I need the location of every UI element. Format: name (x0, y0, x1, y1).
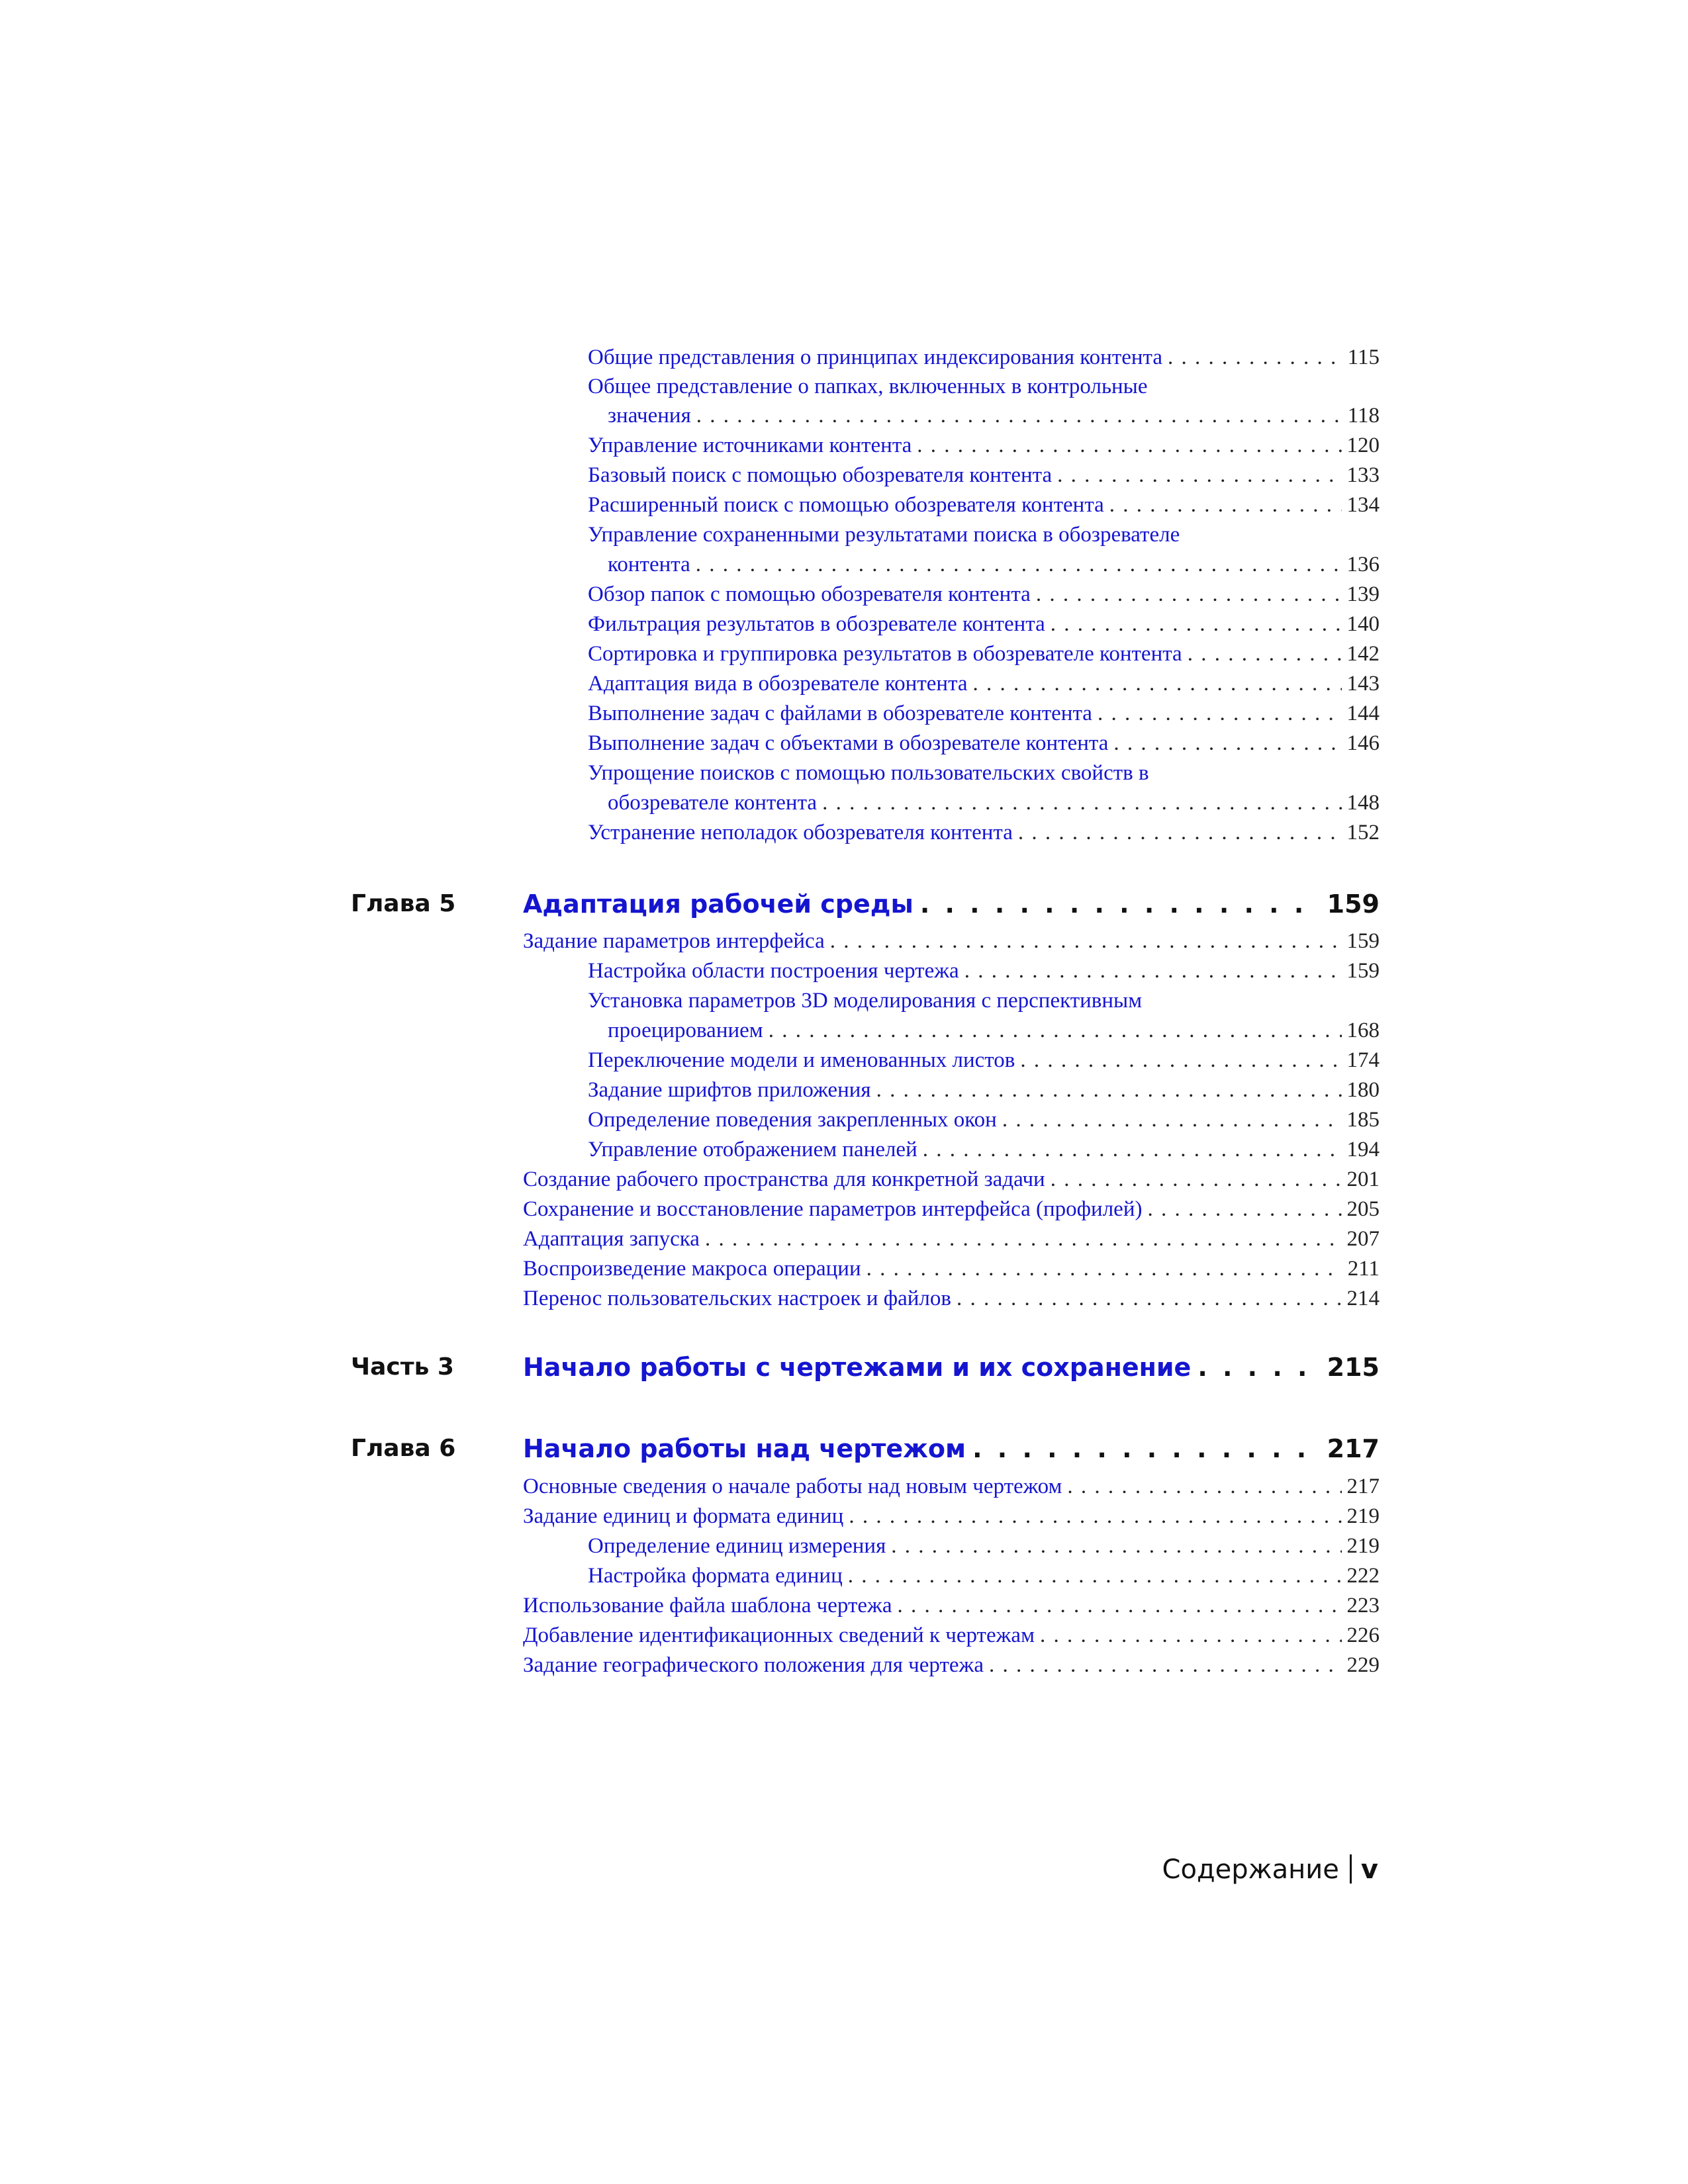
leader-dots (964, 956, 1342, 985)
leader-dots (769, 1016, 1342, 1045)
toc-entry[interactable]: Расширенный поиск с помощью обозревателя контента . . . 134 (588, 490, 1380, 520)
toc-entry[interactable]: значения . . . 118 (608, 401, 1380, 430)
toc-entry[interactable]: Задание единиц и формата единиц . . . 219 (523, 1502, 1380, 1531)
leader-dots (1051, 1165, 1342, 1194)
leader-dots (898, 1591, 1342, 1620)
toc-entry[interactable]: Определение единиц измерения . . . 219 (588, 1531, 1380, 1561)
leader-dots (822, 788, 1341, 817)
toc-entry-line1[interactable]: Общее представление о папках, включенных в контрольные (588, 375, 1148, 398)
toc-entry-line1[interactable]: Упрощение поисков с помощью пользовательских свойств в (588, 761, 1149, 785)
toc-entry[interactable]: проецированием . . . 168 (608, 1016, 1380, 1045)
toc-entry[interactable]: Использование файла шаблона чертежа . . . 223 (523, 1591, 1380, 1620)
leader-dots (848, 1561, 1342, 1590)
toc-entry-line1[interactable]: Установка параметров 3D моделирования с перспективным (588, 989, 1143, 1013)
toc-entry[interactable]: контента . . . 136 (608, 550, 1380, 579)
chapter-label: Глава 6 (351, 1435, 456, 1462)
toc-entry[interactable]: Обзор папок с помощью обозревателя контента . . . 139 (588, 580, 1380, 609)
leader-dots (920, 887, 1321, 921)
leader-dots (989, 1651, 1342, 1680)
toc-entry[interactable]: Добавление идентификационных сведений к чертежам . . . 226 (523, 1621, 1380, 1650)
leader-dots (1113, 729, 1341, 758)
leader-dots (923, 1135, 1342, 1164)
footer-separator (1350, 1854, 1352, 1884)
toc-entry[interactable]: Устранение неполадок обозревателя контента . . . 152 (588, 818, 1380, 847)
leader-dots (1109, 490, 1342, 520)
toc-entry[interactable]: Основные сведения о начале работы над новым чертежом . . . 217 (523, 1472, 1380, 1501)
leader-dots (1168, 343, 1342, 372)
leader-dots (973, 669, 1342, 698)
chapter-label: Глава 5 (351, 890, 456, 917)
toc-entry[interactable]: Определение поведения закрепленных окон . . . 185 (588, 1105, 1380, 1134)
toc-entry[interactable]: Перенос пользовательских настроек и файлов . . . 214 (523, 1284, 1380, 1313)
leader-dots (876, 1075, 1342, 1105)
leader-dots (1098, 699, 1342, 728)
footer-section-name: Содержание (1162, 1854, 1339, 1885)
leader-dots (696, 401, 1342, 430)
toc-entry[interactable]: Сохранение и восстановление параметров интерфейса (профилей) . . . 205 (523, 1195, 1380, 1224)
toc-entry[interactable]: Базовый поиск с помощью обозревателя контента . . . 133 (588, 461, 1380, 490)
leader-dots (917, 431, 1341, 460)
toc-entry[interactable]: Воспроизведение макроса операции . . . 211 (523, 1254, 1380, 1283)
page-number: v (1360, 1854, 1378, 1885)
leader-dots (1040, 1621, 1342, 1650)
toc-entry[interactable]: Задание шрифтов приложения . . . 180 (588, 1075, 1380, 1105)
leader-dots (972, 1432, 1321, 1466)
toc-entry[interactable]: Адаптация вида в обозревателе контента . . . 143 (588, 669, 1380, 698)
chapter-heading[interactable]: Адаптация рабочей среды . . . 159 (523, 887, 1380, 921)
leader-dots (1036, 580, 1342, 609)
toc-entry[interactable]: Фильтрация результатов в обозревателе контента . . . 140 (588, 610, 1380, 639)
leader-dots (1020, 1046, 1341, 1075)
leader-dots (830, 927, 1342, 956)
toc-entry[interactable]: Общие представления о принципах индексирования контента . . . 115 (588, 343, 1380, 372)
toc-entry[interactable]: Задание параметров интерфейса . . . 159 (523, 927, 1380, 956)
leader-dots (1002, 1105, 1342, 1134)
leader-dots (957, 1284, 1342, 1313)
toc-entry[interactable]: Создание рабочего пространства для конкретной задачи . . . 201 (523, 1165, 1380, 1194)
leader-dots (1197, 1350, 1320, 1385)
toc-entry[interactable]: Выполнение задач с файлами в обозревателе контента . . . 144 (588, 699, 1380, 728)
toc-entry[interactable]: Переключение модели и именованных листов . . . 174 (588, 1046, 1380, 1075)
leader-dots (696, 550, 1342, 579)
toc-entry[interactable]: Сортировка и группировка результатов в обозревателе контента . . . 142 (588, 639, 1380, 668)
leader-dots (1067, 1472, 1341, 1501)
part-label: Часть 3 (351, 1353, 454, 1381)
toc-entry[interactable]: Управление отображением панелей . . . 194 (588, 1135, 1380, 1164)
leader-dots (1188, 639, 1342, 668)
page-footer (1162, 1854, 1378, 1885)
toc-entry-line1[interactable]: Управление сохраненными результатами поиска в обозревателе (588, 523, 1180, 547)
leader-dots (867, 1254, 1342, 1283)
leader-dots (705, 1224, 1342, 1253)
toc-entry[interactable]: Выполнение задач с объектами в обозревателе контента . . . 146 (588, 729, 1380, 758)
part-heading[interactable]: Начало работы с чертежами и их сохранение . . . 215 (523, 1350, 1380, 1385)
leader-dots (891, 1531, 1341, 1561)
toc-entry[interactable]: Адаптация запуска . . . 207 (523, 1224, 1380, 1253)
toc-entry[interactable]: Настройка области построения чертежа . . . 159 (588, 956, 1380, 985)
toc-entry[interactable]: Задание географического положения для чертежа . . . 229 (523, 1651, 1380, 1680)
leader-dots (849, 1502, 1341, 1531)
chapter-heading[interactable]: Начало работы над чертежом . . . 217 (523, 1432, 1380, 1466)
leader-dots (1147, 1195, 1341, 1224)
leader-dots (1051, 610, 1342, 639)
leader-dots (1057, 461, 1341, 490)
toc-entry[interactable]: обозревателе контента . . . 148 (608, 788, 1380, 817)
toc-entry[interactable]: Управление источниками контента . . . 120 (588, 431, 1380, 460)
leader-dots (1018, 818, 1342, 847)
toc-entry[interactable]: Настройка формата единиц . . . 222 (588, 1561, 1380, 1590)
